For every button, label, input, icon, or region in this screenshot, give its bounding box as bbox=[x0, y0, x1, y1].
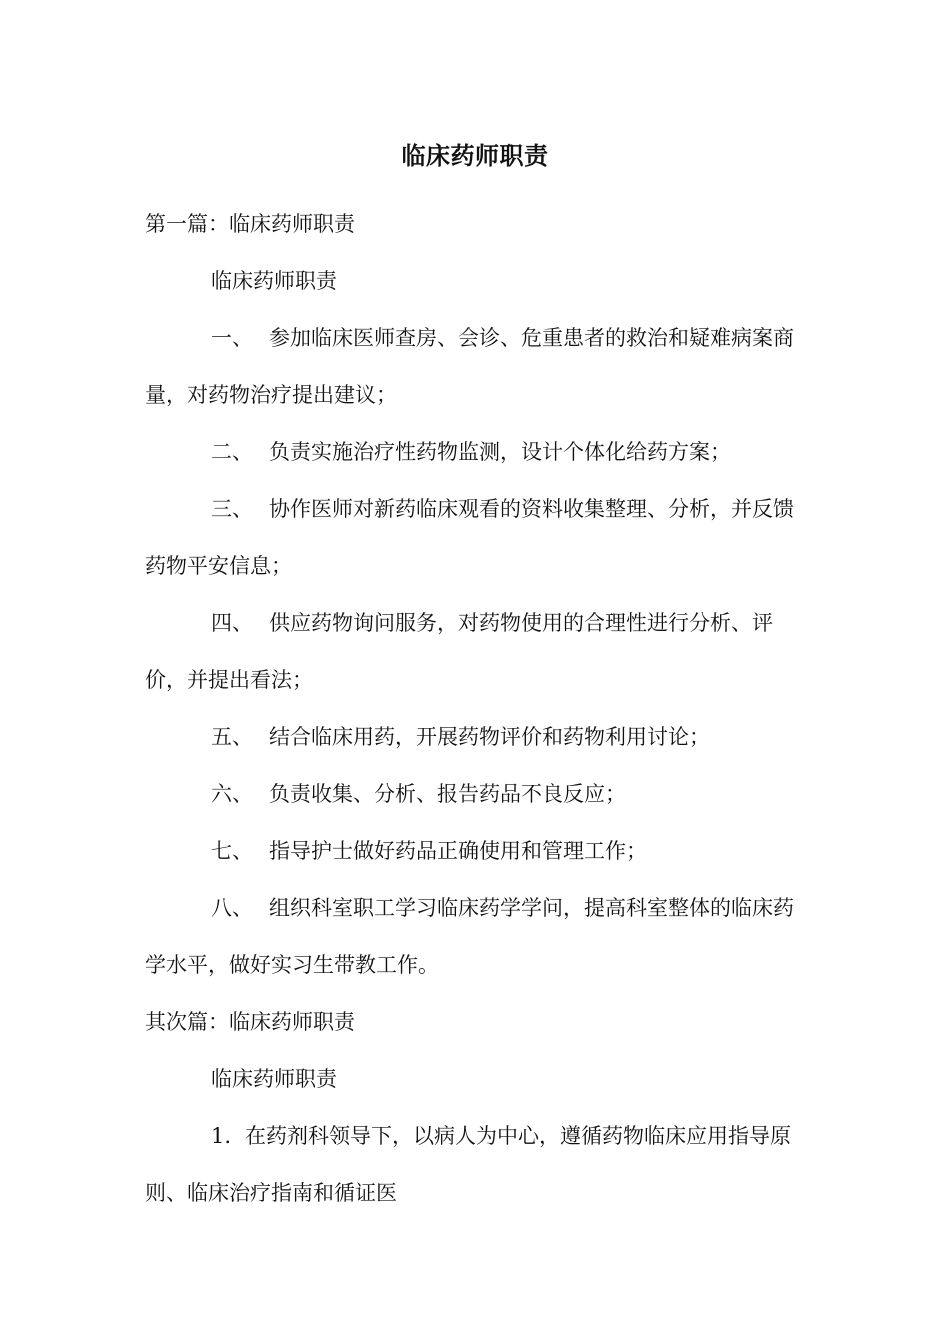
document-title: 临床药师职责 bbox=[401, 141, 549, 170]
item-number: 1. bbox=[211, 1124, 232, 1148]
duty-item-part2-1 bbox=[145, 1108, 807, 1222]
duty-item-6 bbox=[145, 766, 807, 823]
item-text: 负责收集、分析、报告药品不良反应； bbox=[269, 782, 626, 806]
duty-item-1 bbox=[145, 310, 807, 424]
item-number: 三、 bbox=[211, 497, 253, 521]
document-body bbox=[145, 196, 807, 1222]
duty-item-5 bbox=[145, 709, 807, 766]
duty-item-3 bbox=[145, 481, 807, 595]
item-number: 五、 bbox=[211, 725, 253, 749]
item-number: 八、 bbox=[211, 896, 253, 920]
item-text: 供应药物询问服务，对药物使用的合理性进行分析、评价，并提出看法； bbox=[145, 611, 773, 692]
item-number: 四、 bbox=[211, 611, 253, 635]
item-text: 在药剂科领导下，以病人为中心，遵循药物临床应用指导原则、临床治疗指南和循证医 bbox=[145, 1124, 791, 1205]
part2-subheading: 临床药师职责 bbox=[211, 1067, 337, 1091]
item-text: 协作医师对新药临床观看的资料收集整理、分析，并反馈药物平安信息； bbox=[145, 497, 794, 578]
duty-item-8 bbox=[145, 880, 807, 994]
item-number: 二、 bbox=[211, 440, 253, 464]
item-number: 七、 bbox=[211, 839, 253, 863]
item-text: 参加临床医师查房、会诊、危重患者的救治和疑难病案商量，对药物治疗提出建议； bbox=[145, 326, 794, 407]
duty-item-4 bbox=[145, 595, 807, 709]
duty-item-7 bbox=[145, 823, 807, 880]
item-number: 一、 bbox=[211, 326, 253, 350]
part2-heading: 其次篇：临床药师职责 bbox=[145, 1010, 355, 1034]
item-text: 结合临床用药，开展药物评价和药物利用讨论； bbox=[269, 725, 710, 749]
duty-item-2 bbox=[145, 424, 807, 481]
item-text: 负责实施治疗性药物监测，设计个体化给药方案； bbox=[269, 440, 731, 464]
item-text: 组织科室职工学习临床药学学问，提高科室整体的临床药学水平，做好实习生带教工作。 bbox=[145, 896, 794, 977]
part1-heading: 第一篇：临床药师职责 bbox=[145, 212, 355, 236]
item-number: 六、 bbox=[211, 782, 253, 806]
part1-subheading: 临床药师职责 bbox=[211, 269, 337, 293]
item-text: 指导护士做好药品正确使用和管理工作； bbox=[269, 839, 647, 863]
